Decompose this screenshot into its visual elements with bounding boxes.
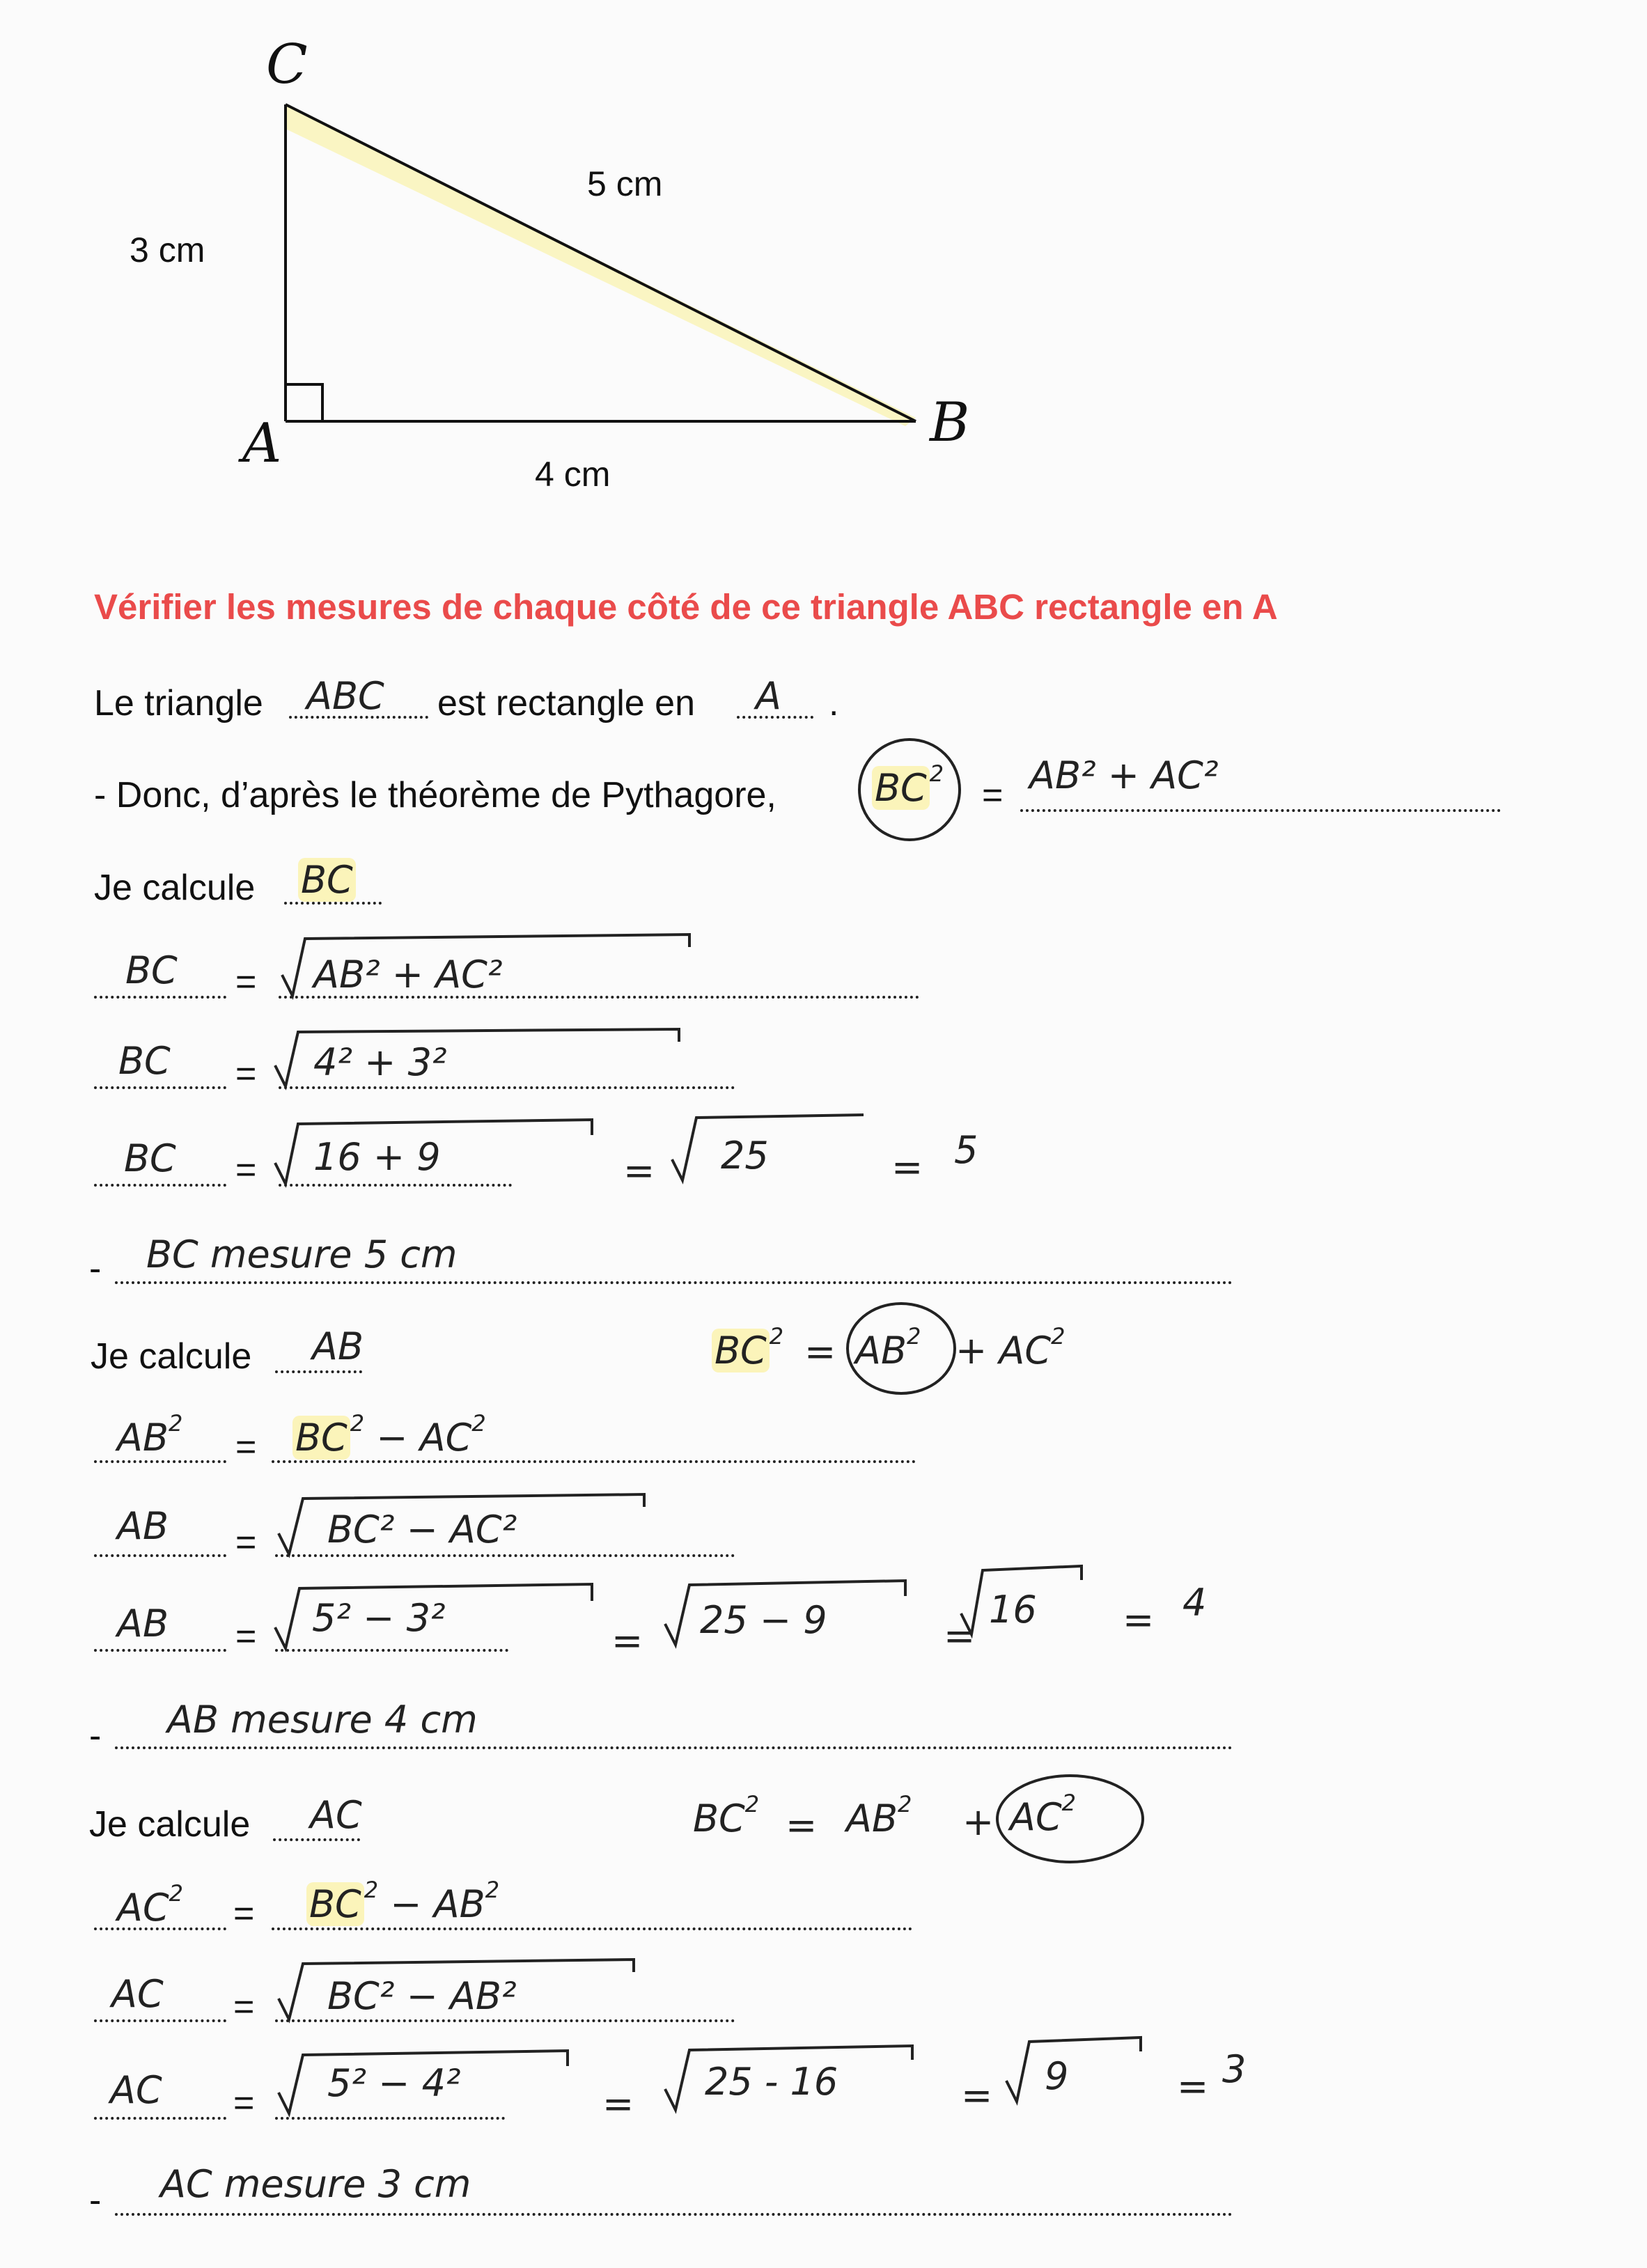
side-ab-length: 4 cm xyxy=(535,455,611,494)
pythagore-text: - Donc, d’après le théorème de Pythagore, xyxy=(94,775,776,815)
side-ac-length: 3 cm xyxy=(130,230,205,269)
vertex-c-label: C xyxy=(266,33,308,96)
section-title: Je calcule xyxy=(91,1336,252,1377)
result-value: 3 xyxy=(1222,2047,1247,2091)
fill-dots xyxy=(273,1838,360,1841)
conclusion-dash: - xyxy=(89,2180,102,2221)
radicand: 5² − 3² xyxy=(312,1596,446,1640)
radicand: 25 xyxy=(721,1134,769,1178)
sqrt-sign xyxy=(1003,2025,1156,2109)
row-left: AB xyxy=(117,1504,169,1548)
side-bc-length: 5 cm xyxy=(587,164,663,203)
fill-formula: AB² + AC² xyxy=(1029,753,1219,797)
circled-hypotenuse: BC $^2$ xyxy=(872,760,944,810)
equals-sign: = xyxy=(235,962,257,1002)
row-left: BC xyxy=(118,1039,171,1083)
equals-sign: = xyxy=(233,1893,255,1934)
radicand: 25 − 9 xyxy=(700,1598,827,1642)
conclusion-dash: - xyxy=(89,1249,102,1289)
equals-sign: = xyxy=(944,1614,976,1658)
fill-dots xyxy=(1020,809,1501,812)
conclusion: AB mesure 4 cm xyxy=(167,1698,478,1742)
fill-dots xyxy=(94,2117,226,2120)
conclusion: AC mesure 3 cm xyxy=(160,2162,471,2206)
sqrt-sign xyxy=(669,1104,877,1187)
fill-triangle-name: ABC xyxy=(306,674,384,718)
equals-sign: = xyxy=(235,1054,257,1094)
row-left: AB xyxy=(117,1602,169,1645)
fill-dots xyxy=(94,1554,226,1557)
result-value: 4 xyxy=(1182,1581,1207,1625)
radicand: 16 xyxy=(989,1588,1037,1632)
fill-dots xyxy=(94,1086,226,1089)
equals-sign: = xyxy=(235,1427,257,1467)
fill-dots xyxy=(275,1370,362,1373)
vertex-a-label: A xyxy=(242,412,282,475)
equals-sign: = xyxy=(235,1616,257,1657)
fill-dots xyxy=(284,902,382,905)
section-title: Je calcule xyxy=(94,868,256,908)
equals-sign: = xyxy=(235,1522,257,1563)
conclusion-dash: - xyxy=(89,1716,102,1756)
row-right: BC $^2 - AC^2$ xyxy=(292,1410,486,1460)
section-title-fill: AC xyxy=(310,1793,362,1837)
section-title: Je calcule xyxy=(89,1804,251,1845)
equals-sign: = xyxy=(1123,1598,1155,1642)
section-title-fill: AB xyxy=(312,1324,364,1368)
radicand: 16 + 9 xyxy=(313,1135,441,1179)
equals-sign: = xyxy=(233,1987,255,2027)
side-formula-plus: + xyxy=(962,1800,994,1844)
fill-dots xyxy=(272,1927,912,1930)
side-formula-eq: = xyxy=(804,1330,836,1374)
side-formula-bc: $BC^2$ xyxy=(693,1791,760,1840)
equals-sign: = xyxy=(602,2082,634,2126)
equals-sign: = xyxy=(235,1150,257,1190)
side-formula-eq: = xyxy=(786,1804,818,1847)
row-left: AC xyxy=(110,2068,162,2112)
radicand: 4² + 3² xyxy=(313,1040,447,1084)
equals-sign: = xyxy=(961,2074,993,2118)
row-left: $AC^2$ xyxy=(117,1880,184,1930)
conclusion: BC mesure 5 cm xyxy=(146,1233,458,1276)
fill-dots xyxy=(94,996,226,999)
section-title-fill: BC xyxy=(298,858,356,902)
row-left: AC xyxy=(111,1972,164,2016)
vertex-b-label: B xyxy=(930,391,970,454)
row-right: BC $^2 - AB^2$ xyxy=(306,1877,499,1926)
fill-right-vertex: A xyxy=(756,674,781,718)
equals-sign: = xyxy=(1177,2065,1209,2109)
fill-dots xyxy=(115,1746,1233,1749)
fill-dots xyxy=(115,1281,1233,1284)
radicand: BC² − AB² xyxy=(327,1974,517,2018)
fill-dots xyxy=(94,2019,226,2022)
intro-text-1: Le triangle xyxy=(94,683,263,724)
radicand: 25 - 16 xyxy=(705,2060,838,2104)
side-formula-bc: BC $^2$ xyxy=(712,1323,783,1372)
row-left: BC xyxy=(125,948,178,992)
fill-dots xyxy=(94,1460,226,1463)
fill-dots xyxy=(272,1460,916,1463)
fill-dots xyxy=(94,1649,226,1652)
equals-sign: = xyxy=(611,1619,643,1663)
radicand: BC² − AC² xyxy=(327,1508,517,1551)
row-left: BC xyxy=(124,1136,176,1180)
side-formula-circled: $AC^2$ xyxy=(1010,1790,1077,1839)
row-left: $AB^2$ xyxy=(117,1410,183,1460)
side-bc-line xyxy=(286,104,916,421)
equals-sign: = xyxy=(891,1145,923,1189)
equals-sign: = xyxy=(623,1149,655,1193)
fill-dots xyxy=(94,1184,226,1187)
side-formula-circled: $AB^2$ xyxy=(855,1323,921,1372)
radicand: 9 xyxy=(1045,2054,1069,2098)
equals-sign: = xyxy=(233,2083,255,2123)
side-formula-ab: $AB^2$ xyxy=(846,1791,912,1840)
equals-sign: = xyxy=(982,775,1004,815)
intro-text-2: est rectangle en xyxy=(437,683,696,724)
intro-end: . xyxy=(829,683,839,724)
radicand: AB² + AC² xyxy=(313,953,503,996)
right-angle-mark xyxy=(286,384,322,421)
exercise-heading: Vérifier les mesures de chaque côté de ce triangle ABC rectangle en A xyxy=(94,587,1278,627)
result-value: 5 xyxy=(954,1128,978,1172)
fill-dots xyxy=(115,2213,1233,2216)
side-formula-rest: + $AC^2$ xyxy=(955,1323,1066,1372)
radicand: 5² − 4² xyxy=(327,2061,461,2105)
